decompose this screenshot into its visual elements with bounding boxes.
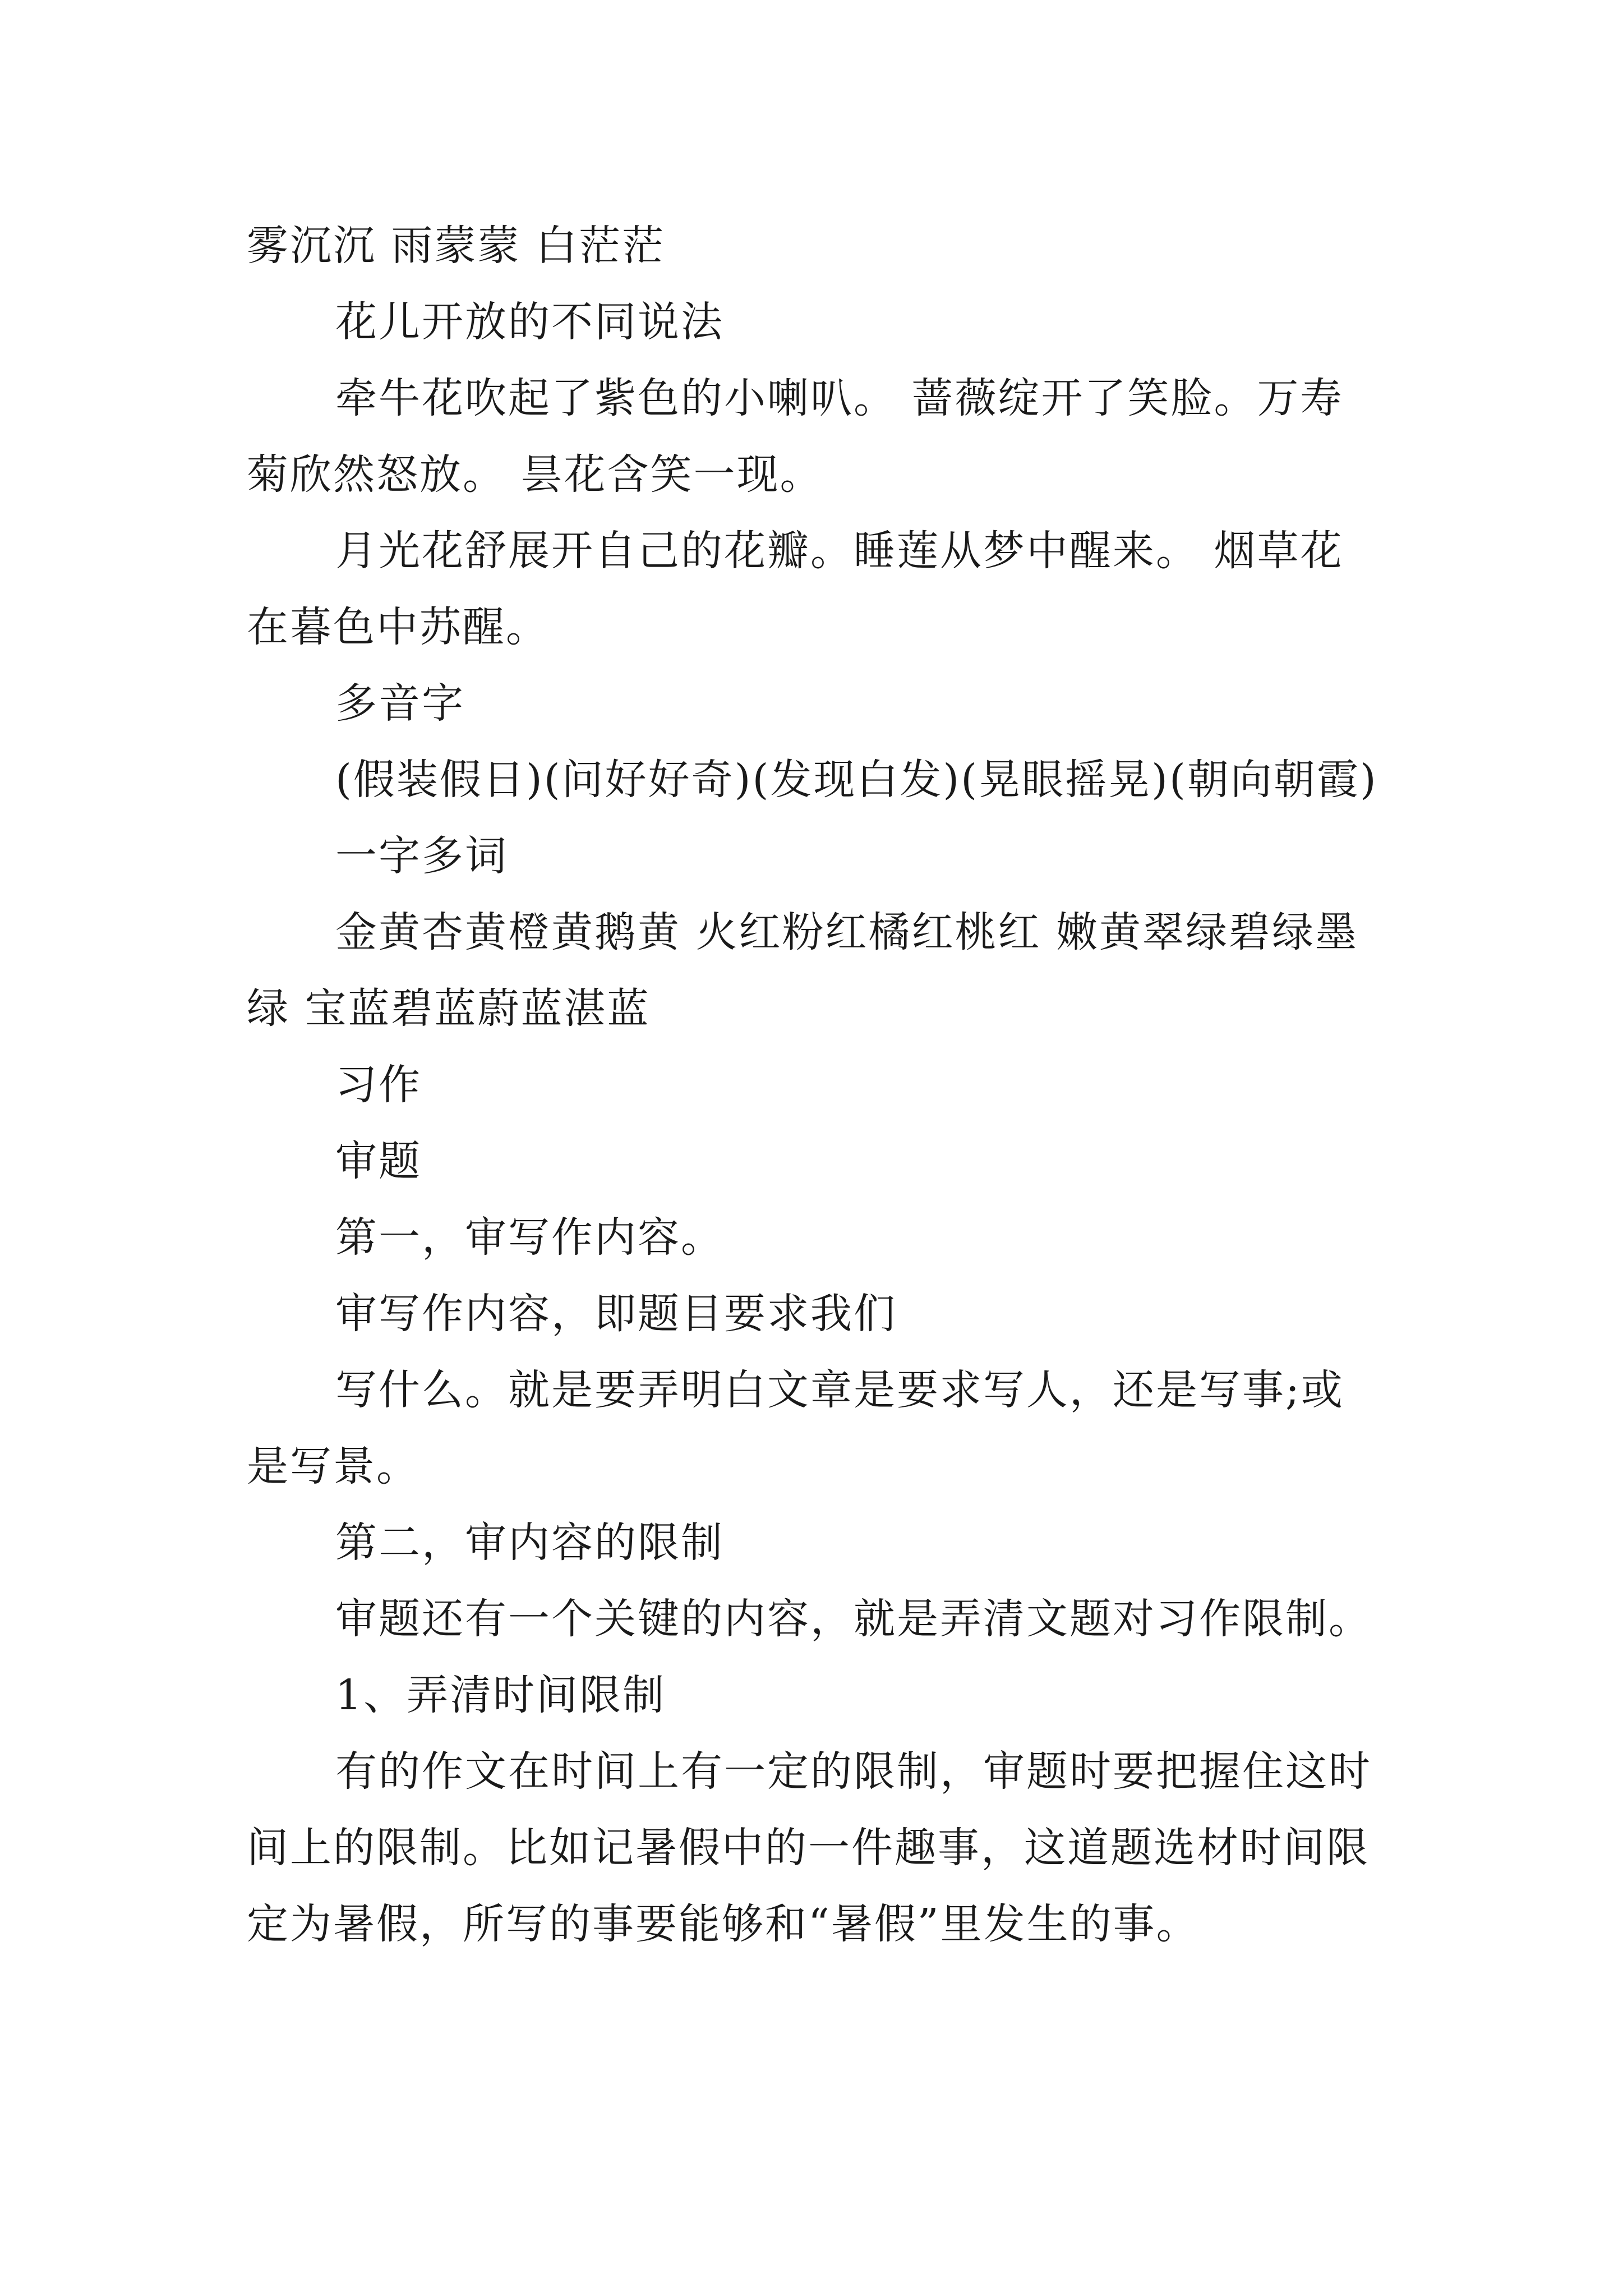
heading-second-point: 第二，审内容的限制 (335, 1519, 724, 1567)
heading-polyphonic: 多音字 (335, 679, 465, 728)
paragraph-color-words: 金黄杏黄橙黄鹅黄 火红粉红橘红桃红 嫩黄翠绿碧绿墨绿 宝蓝碧蓝蔚蓝湛蓝 (247, 908, 1359, 1033)
heading-flower-blooming: 花儿开放的不同说法 (335, 298, 724, 346)
document-body (247, 208, 1380, 1962)
heading-first-point: 第一，审写作内容。 (335, 1213, 724, 1262)
paragraph-flowers-1: 牵牛花吹起了紫色的小喇叭。 蔷薇绽开了笑脸。万寿菊欣然怒放。 昙花含笑一现。 (247, 374, 1344, 499)
paragraph-weather-words: 雾沉沉 雨蒙蒙 白茫茫 (247, 222, 666, 270)
heading-one-char-many-words: 一字多词 (335, 832, 508, 880)
paragraph-first-point-2: 写什么。就是要弄明白文章是要求写人，还是写事;或是写景。 (247, 1366, 1344, 1490)
paragraph-flowers-2: 月光花舒展开自己的花瓣。睡莲从梦中醒来。 烟草花在暮色中苏醒。 (247, 527, 1344, 651)
paragraph-time-limit: 有的作文在时间上有一定的限制，审题时要把握住这时间上的限制。比如记暑假中的一件趣事，这道题选材时间限定为暑假，所写的事要能够和“暑假”里发生的事。 (247, 1747, 1372, 1948)
heading-time-limit: 1、弄清时间限制 (335, 1671, 666, 1719)
paragraph-first-point-1: 审写作内容，即题目要求我们 (335, 1290, 897, 1338)
heading-composition: 习作 (335, 1061, 422, 1109)
paragraph-polyphonic: (假装假日)(问好好奇)(发现白发)(晃眼摇晃)(朝向朝霞) (335, 756, 1378, 804)
paragraph-second-point: 审题还有一个关键的内容，就是弄清文题对习作限制。 (335, 1595, 1372, 1643)
heading-review-topic: 审题 (335, 1137, 422, 1185)
